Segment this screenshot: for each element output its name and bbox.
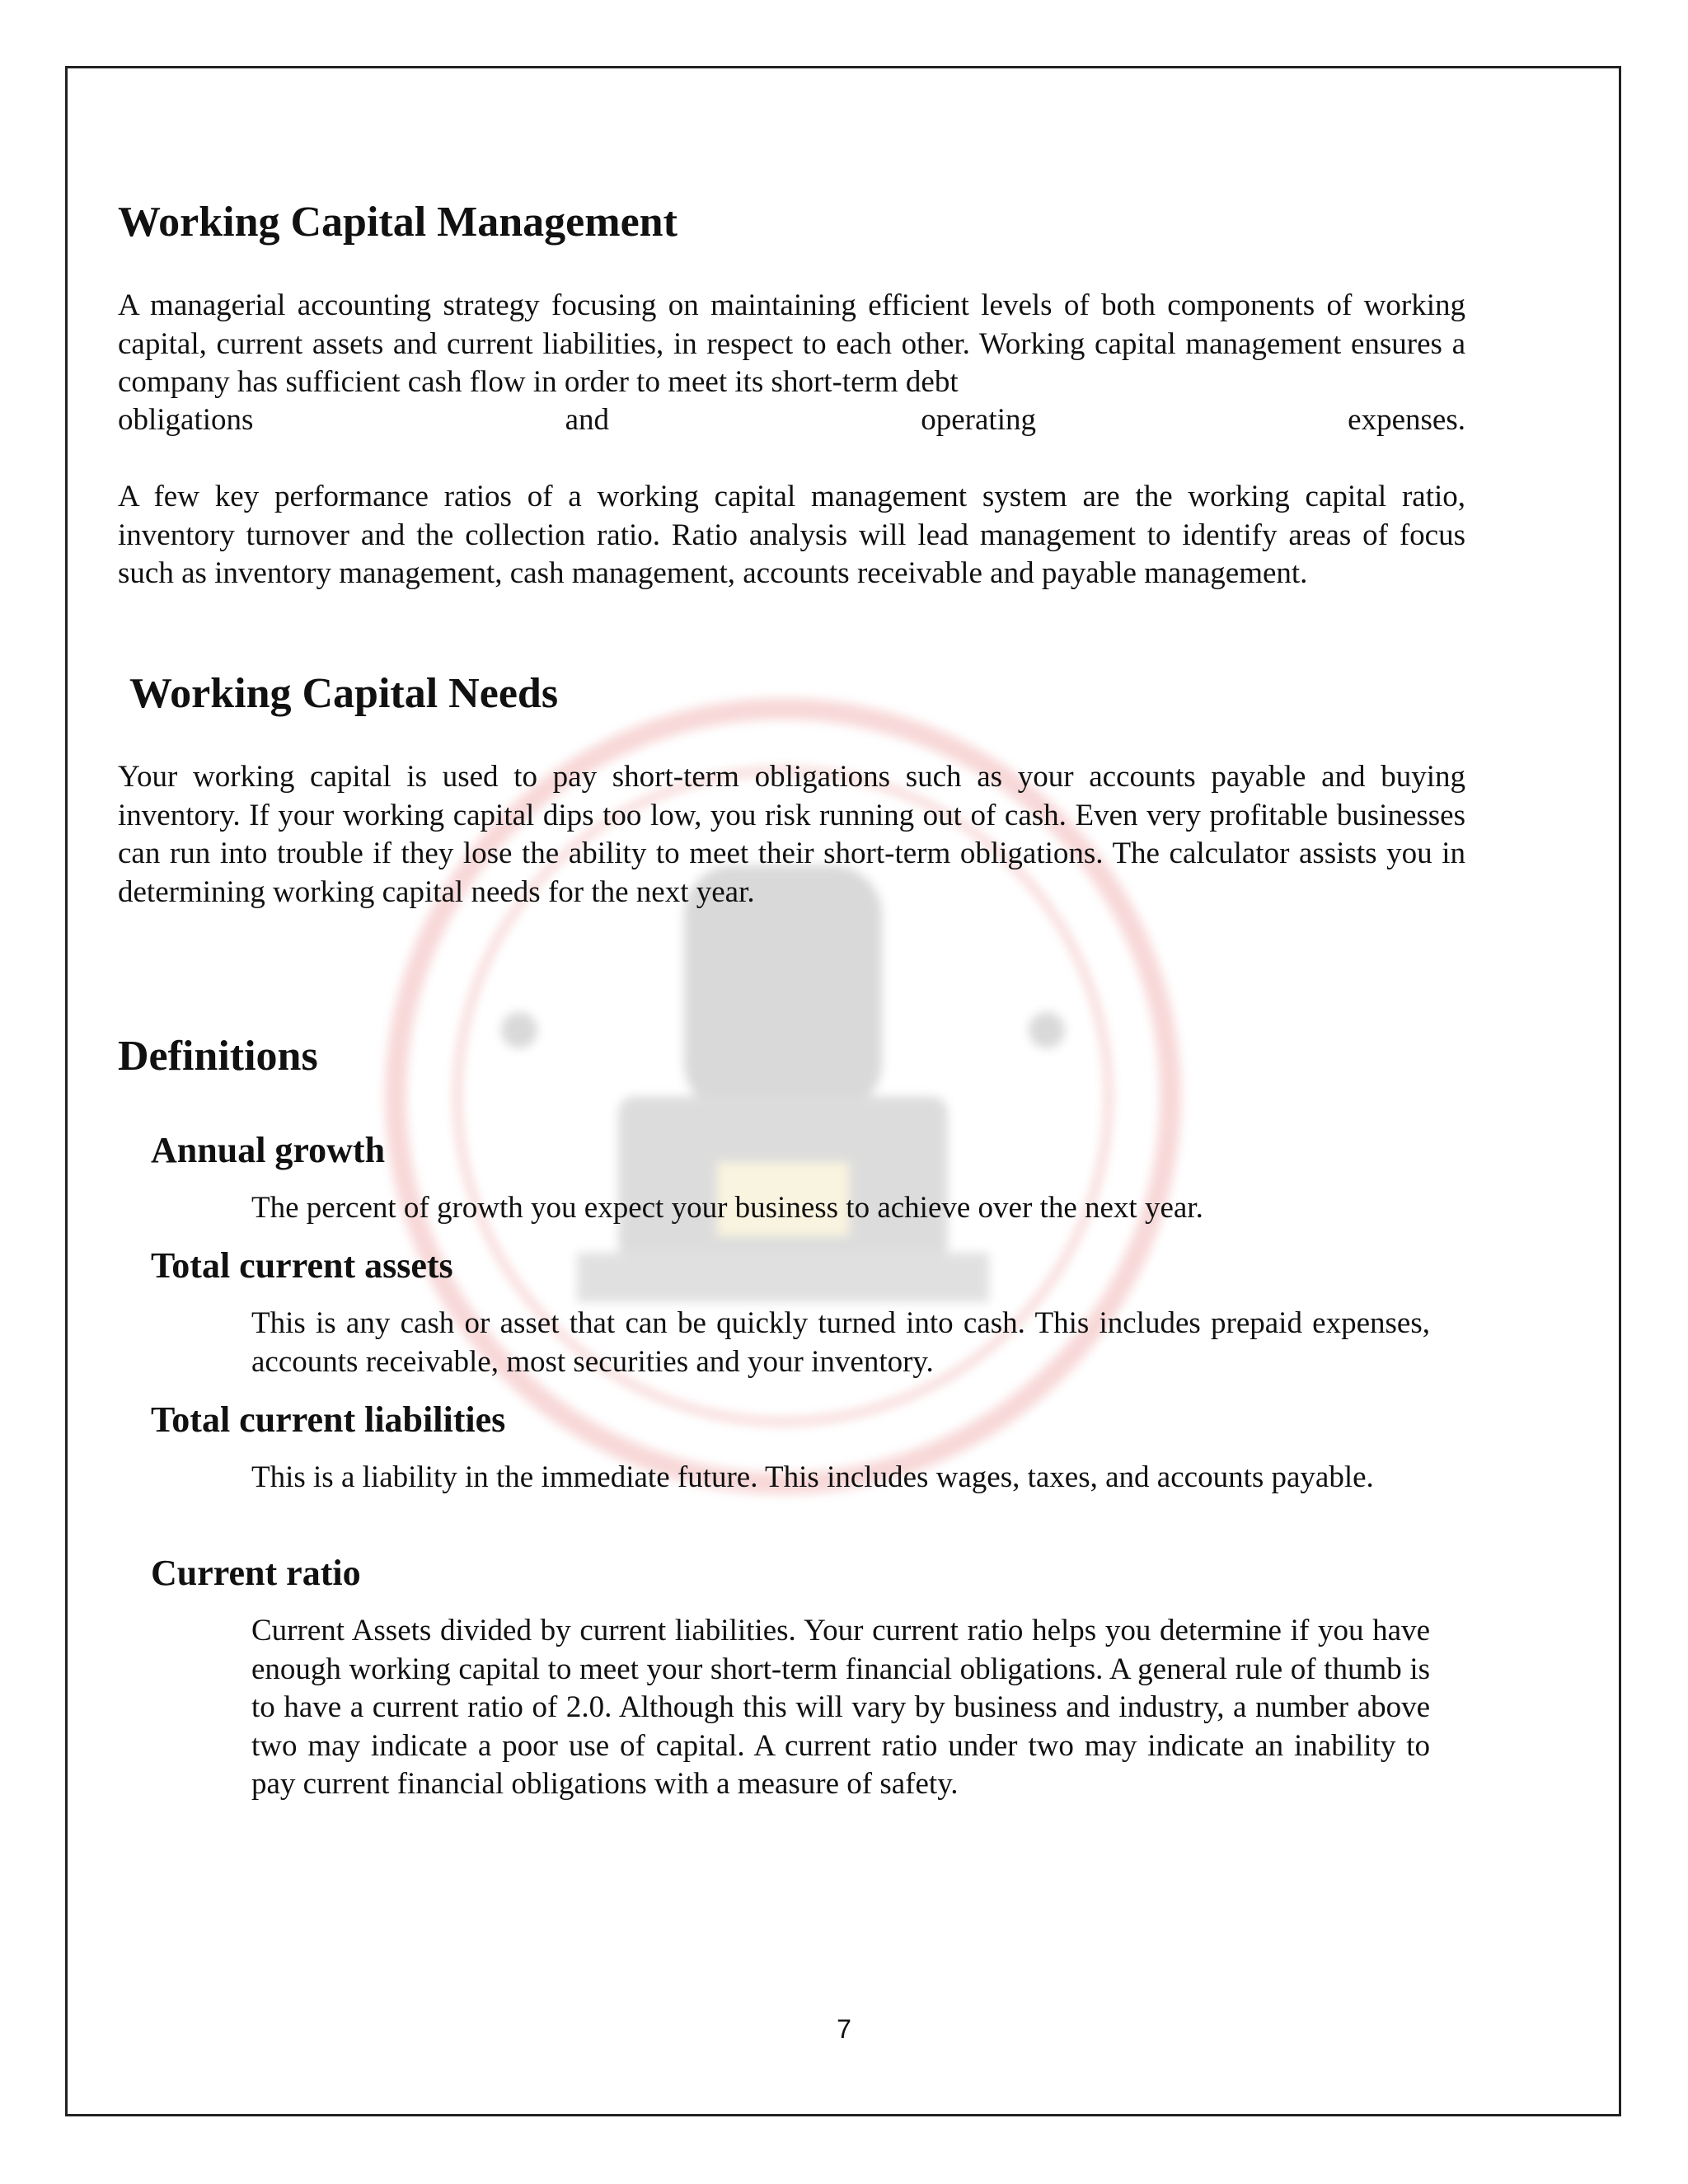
definition-text-current-ratio: Current Assets divided by current liabilities. Your current ratio helps you determine if you have enough working capital to meet your short-term financial obligations. A general rule of thumb is to have a current ratio of 2.0. Although this will vary by business and industry, a number above two may indicate a poor use of capital. A current ratio under two may indicate an inability to pay current financial obligations with a measure of safety.	[251, 1614, 1430, 1801]
paragraph-wcm-definition-last-line: obligations and operating expenses.	[118, 403, 1465, 437]
definition-term-current-ratio: Current ratio	[151, 1553, 361, 1593]
definition-term-total-current-assets: Total current assets	[151, 1245, 453, 1286]
heading-working-capital-management: Working Capital Management	[118, 199, 678, 246]
heading-working-capital-needs: Working Capital Needs	[129, 670, 559, 717]
paragraph-wcm-ratios: A few key performance ratios of a working capital management system are the working capital ratio, inventory turnover and the collection ratio. Ratio analysis will lead management to identify areas of focus such as inventory management, cash management, accounts receivable and payable management.	[118, 480, 1465, 590]
paragraph-working-capital-needs: Your working capital is used to pay short-term obligations such as your accounts payable and buying inventory. If your working capital dips too low, you risk running out of cash. Even very profitable businesses can run into trouble if they lose the ability to meet their short-term obligations. The calculator assists you in determining working capital needs for the next year.	[118, 760, 1465, 909]
heading-definitions: Definitions	[118, 1033, 318, 1080]
page-number: 7	[837, 2014, 851, 2044]
definition-text-total-current-assets: This is any cash or asset that can be quickly turned into cash. This includes prepaid expenses, accounts receivable, most securities and your inventory.	[251, 1306, 1430, 1379]
definition-term-annual-growth: Annual growth	[151, 1130, 386, 1170]
definition-term-total-current-liabilities: Total current liabilities	[151, 1399, 506, 1440]
definition-text-total-current-liabilities: This is a liability in the immediate future. This includes wages, taxes, and accounts payable.	[251, 1460, 1374, 1494]
paragraph-wcm-definition: A managerial accounting strategy focusing on maintaining efficient levels of both components of working capital, current assets and current liabilities, in respect to each other. Working capital management ensures a company has sufficient cash flow in order to meet its short-term debt	[118, 288, 1465, 399]
definition-text-annual-growth: The percent of growth you expect your business to achieve over the next year.	[251, 1191, 1203, 1225]
